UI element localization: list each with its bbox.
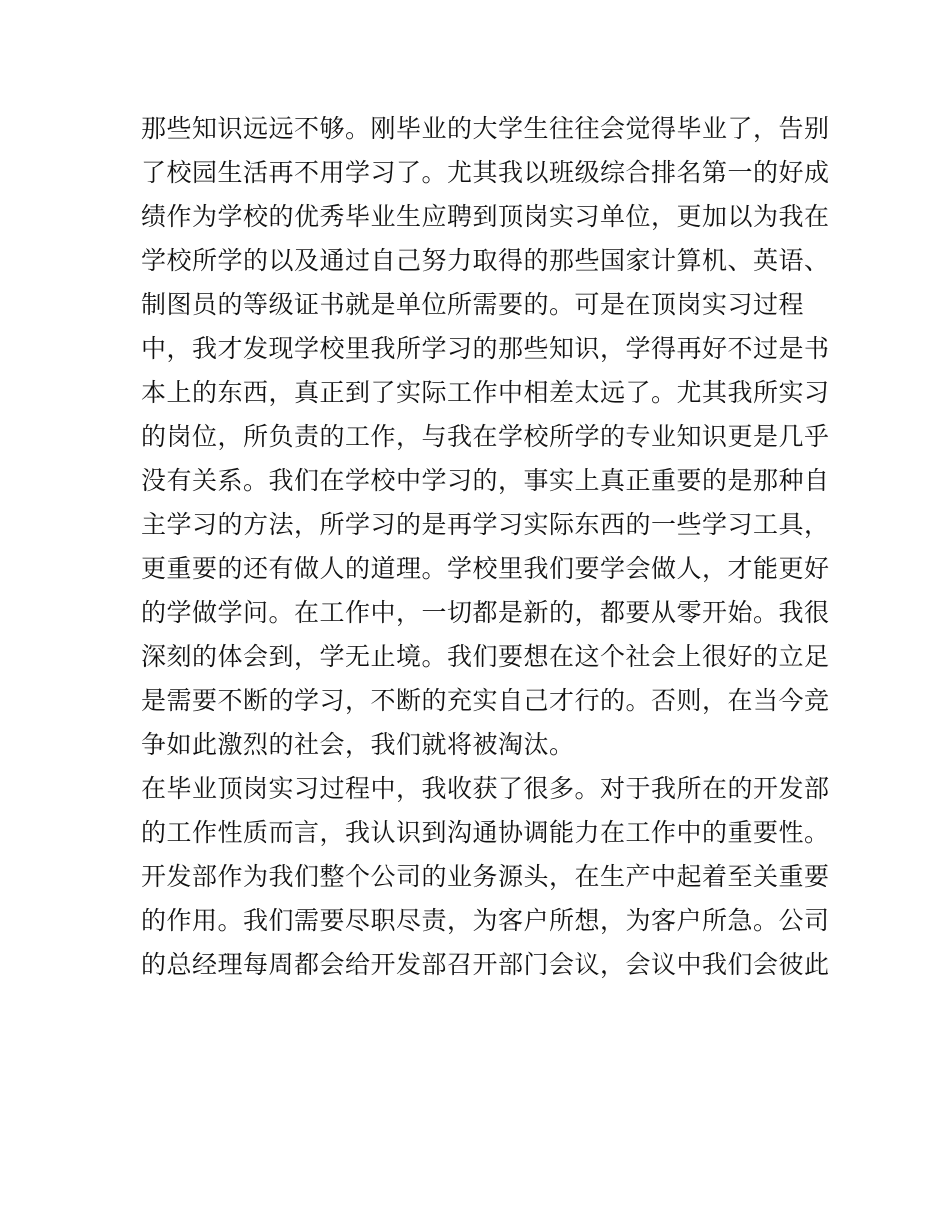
text-line: 在毕业顶岗实习过程中，我收获了很多。对于我所在的开发部: [141, 774, 830, 803]
text-line: 是需要不断的学习，不断的充实自己才行的。否则，在当今竞: [141, 686, 830, 715]
text-line: 主学习的方法，所学习的是再学习实际东西的一些学习工具，: [141, 510, 830, 539]
text-line: 制图员的等级证书就是单位所需要的。可是在顶岗实习过程: [141, 290, 805, 319]
text-line: 了校园生活再不用学习了。尤其我以班级综合排名第一的好成: [141, 158, 830, 187]
text-line: 的学做学问。在工作中，一切都是新的，都要从零开始。我很: [141, 598, 830, 627]
text-line: 中，我才发现学校里我所学习的那些知识，学得再好不过是书: [141, 334, 830, 363]
text-line: 开发部作为我们整个公司的业务源头，在生产中起着至关重要: [141, 862, 830, 891]
text-line: 的工作性质而言，我认识到沟通协调能力在工作中的重要性。: [141, 818, 830, 847]
text-line: 的岗位，所负责的工作，与我在学校所学的专业知识更是几乎: [141, 422, 830, 451]
text-line: 的总经理每周都会给开发部召开部门会议，会议中我们会彼此: [141, 950, 830, 979]
body-text: [141, 107, 830, 987]
text-line: 学校所学的以及通过自己努力取得的那些国家计算机、英语、: [141, 246, 830, 275]
text-line: 本上的东西，真正到了实际工作中相差太远了。尤其我所实习: [141, 378, 830, 407]
text-line: 更重要的还有做人的道理。学校里我们要学会做人，才能更好: [141, 554, 830, 583]
text-line: 的作用。我们需要尽职尽责，为客户所想，为客户所急。公司: [141, 906, 830, 935]
text-line: 争如此激烈的社会，我们就将被淘汰。: [141, 730, 575, 759]
text-line: 那些知识远远不够。刚毕业的大学生往往会觉得毕业了，告别: [141, 114, 830, 143]
text-line: 没有关系。我们在学校中学习的，事实上真正重要的是那种自: [141, 466, 830, 495]
text-line: 绩作为学校的优秀毕业生应聘到顶岗实习单位，更加以为我在: [141, 202, 830, 231]
text-line: 深刻的体会到，学无止境。我们要想在这个社会上很好的立足: [141, 642, 830, 671]
